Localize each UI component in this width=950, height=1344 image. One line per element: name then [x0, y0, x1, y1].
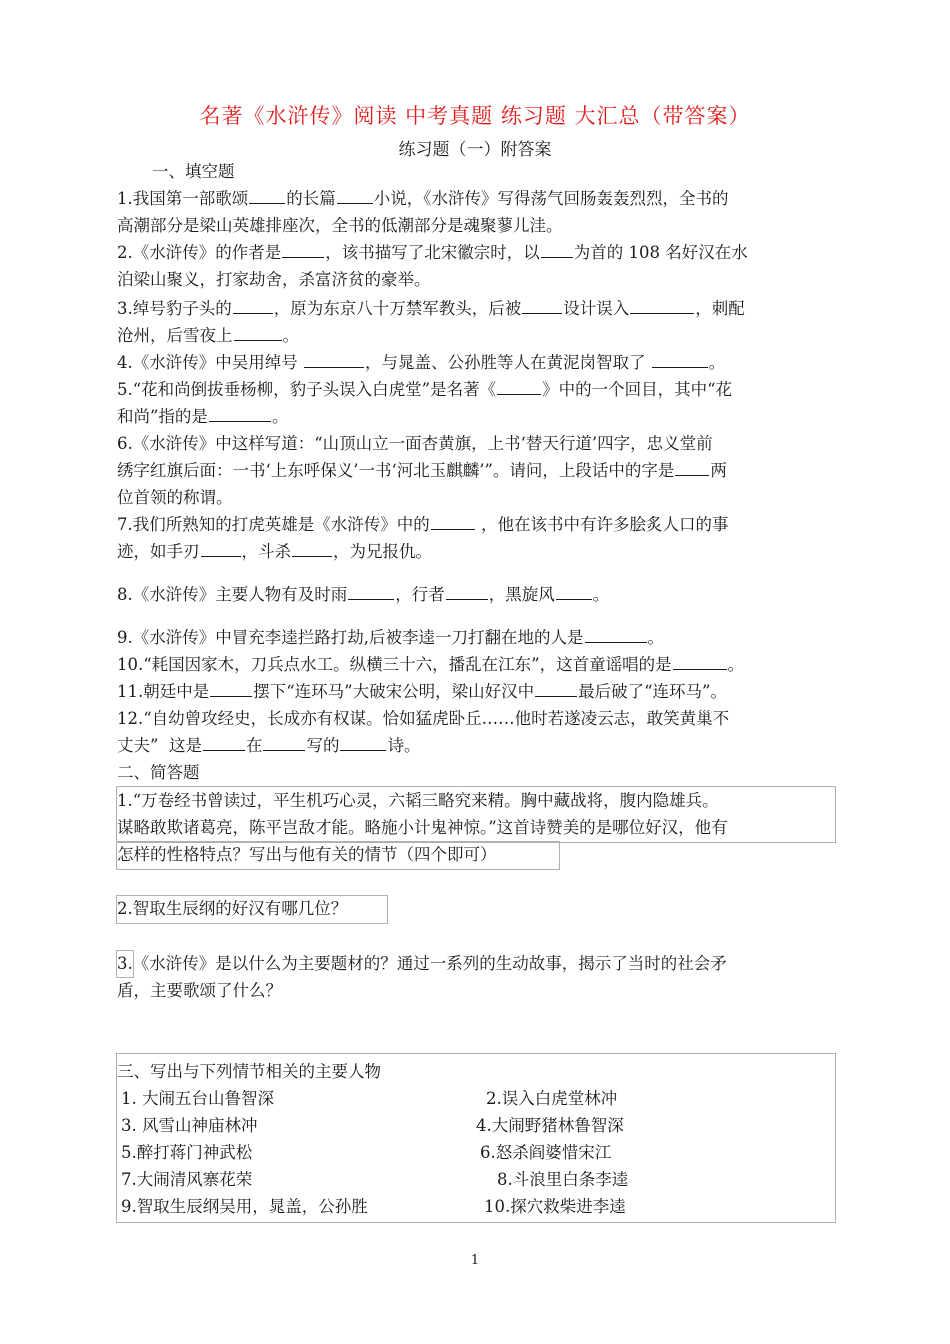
q3-line2: 沧州，后雪夜上 。 — [117, 326, 299, 345]
q7-line2: 迹，如手刃 ，斗杀 ，为兄报仇。 — [117, 542, 432, 561]
s3-item-10: 10.探穴救柴进李逵 — [484, 1197, 626, 1216]
q1-line1: 1.我国第一部歌颂 的长篇 小说，《水浒传》写得荡气回肠轰轰烈烈，全书的 — [117, 189, 729, 208]
s2-q3-line1: 3.《水浒传》是以什么为主要题材的？通过一系列的生动故事，揭示了当时的社会矛 — [117, 954, 727, 973]
q6-line2: 绣字红旗后面：一书‘上东呼保义’一书‘河北玉麒麟’”。请问，上段话中的字是 两 — [117, 461, 727, 480]
q2-line1: 2.《水浒传》的作者是 ，该书描写了北宋徽宗时，以 为首的 108 名好汉在水 — [117, 243, 748, 262]
s3-item-7: 7.大闹清风寨花荣 — [121, 1170, 253, 1189]
q5-line2: 和尚”指的是 。 — [117, 407, 289, 426]
q7-line1: 7.我们所熟知的打虎英雄是《水浒传》中的 ，他在该书中有许多脍炙人口的事 — [117, 515, 729, 534]
s3-item-9: 9.智取生辰纲吴用，晁盖，公孙胜 — [121, 1197, 368, 1216]
q3-line1: 3.绰号豹子头的 ，原为东京八十万禁军教头，后被 设计误入 ，刺配 — [117, 299, 745, 318]
section3-heading: 三、写出与下列情节相关的主要人物 — [117, 1062, 381, 1081]
q12-line2: 丈夫” 这是 在 写的 诗。 — [117, 736, 421, 755]
q6-line3: 位首领的称谓。 — [117, 488, 233, 507]
s3-item-2: 2.误入白虎堂林冲 — [486, 1089, 618, 1108]
s3-item-8: 8.斗浪里白条李逵 — [497, 1170, 629, 1189]
q1-line2: 高潮部分是梁山英雄排座次，全书的低潮部分是魂聚蓼儿洼。 — [117, 216, 563, 235]
s3-item-1: 1. 大闹五台山鲁智深 — [121, 1089, 274, 1108]
page-number: 1 — [470, 1253, 480, 1268]
s3-item-4: 4.大闹野猪林鲁智深 — [476, 1116, 624, 1135]
s2-q3-line2: 盾，主要歌颂了什么？ — [117, 981, 282, 1000]
section1-heading: 一、填空题 — [152, 162, 235, 181]
q11-line: 11.朝廷中是 摆下“连环马”大破宋公明，梁山好汉中 最后破了“连环马”。 — [117, 682, 727, 701]
s3-item-3: 3. 风雪山神庙林冲 — [121, 1116, 258, 1135]
q5-line1: 5.“花和尚倒拔垂杨柳，豹子头误入白虎堂”是名著《 》中的一个回目，其中“花 — [117, 380, 733, 399]
s3-item-6: 6.怒杀阎婆惜宋江 — [480, 1143, 612, 1162]
q12-line1: 12.“自幼曾攻经史，长成亦有权谋。恰如猛虎卧丘……他时若遂凌云志，敢笑黄巢不 — [117, 709, 730, 728]
s2-q1-line3: 怎样的性格特点？写出与他有关的情节（四个即可） — [117, 845, 497, 864]
q6-line1: 6.《水浒传》中这样写道：“山顶山立一面杏黄旗，上书‘替天行道’四字，忠义堂前 — [117, 434, 713, 453]
q10-line: 10.“耗国因家木，刀兵点水工。纵横三十六，播乱在江东”，这首童谣唱的是 。 — [117, 655, 745, 674]
document-subtitle: 练习题（一）附答案 — [398, 140, 552, 160]
q8-line: 8.《水浒传》主要人物有及时雨 ，行者 ，黑旋风 。 — [117, 585, 610, 604]
q4-line: 4.《水浒传》中吴用绰号 ，与晁盖、公孙胜等人在黄泥岗智取了 。 — [117, 353, 726, 372]
s3-item-5: 5.醉打蒋门神武松 — [121, 1143, 253, 1162]
s2-q1-line1: 1.“万卷经书曾读过，平生机巧心灵，六韬三略究来精。胸中藏战将，腹内隐雄兵。 — [117, 791, 719, 810]
document-title: 名著《水浒传》阅读 中考真题 练习题 大汇总（带答案） — [199, 104, 751, 128]
q9-line: 9.《水浒传》中冒充李逵拦路打劫,后被李逵一刀打翻在地的人是 。 — [117, 628, 664, 647]
section2-heading: 二、简答题 — [117, 763, 200, 782]
s2-q2-line: 2.智取生辰纲的好汉有哪几位？ — [117, 899, 348, 918]
s2-q1-line2: 谋略敢欺诸葛亮，陈平岂敌才能。略施小计鬼神惊。”这首诗赞美的是哪位好汉，他有 — [117, 818, 728, 837]
q2-line2: 泊梁山聚义，打家劫舍，杀富济贫的豪举。 — [117, 270, 431, 289]
